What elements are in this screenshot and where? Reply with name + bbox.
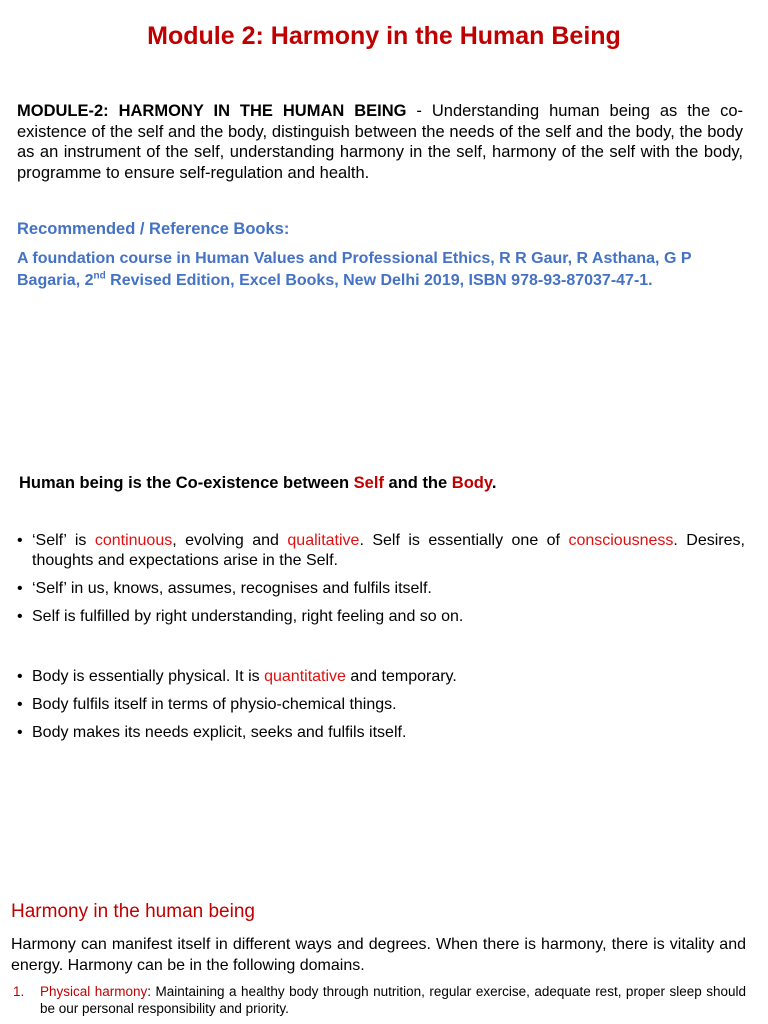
list-item (17, 695, 745, 715)
page-title: Module 2: Harmony in the Human Being (147, 22, 621, 50)
list-item (17, 579, 745, 599)
self-point-1-text-b: , evolving and (172, 532, 288, 549)
bullet-icon: • (17, 608, 23, 625)
body-points-list (17, 667, 745, 751)
keyword-continuous: continuous (94, 532, 173, 549)
coexistence-text-1: Human being is the Co-existence between (19, 474, 354, 492)
reference-text-part-1: A foundation course in Human Values and Professional Ethics, R R Gaur, R Asthana, G P Bagaria, 2 (17, 250, 692, 289)
coexistence-end: . (491, 474, 497, 492)
references-heading: Recommended / Reference Books: (17, 220, 290, 238)
list-item (17, 531, 745, 571)
body-point-1-text-a: Body is essentially physical. It is (32, 668, 265, 685)
module-description-text: - Understanding human being as the co-existence of the self and the body, distinguish between the needs of the self and the body, the body as an instrument of the self, understanding harmony in the self, harmony of the self with the body, programme to ensure self-regulation and health. (17, 102, 743, 182)
self-point-2-text: ‘Self’ in us, knows, assumes, recognises and fulfils itself. (32, 580, 432, 597)
self-point-3-text: Self is fulfilled by right understanding, right feeling and so on. (32, 608, 464, 625)
self-point-1-text-d: . Desires, thoughts and expectations arise in the Self. (32, 532, 745, 569)
bullet-icon: • (17, 696, 23, 713)
module-lead: MODULE-2: HARMONY IN THE HUMAN BEING (17, 102, 407, 120)
bullet-icon: • (17, 724, 23, 741)
bullet-icon: • (17, 668, 23, 685)
self-points-list (17, 531, 745, 635)
coexistence-self: Self (353, 474, 384, 492)
list-item (11, 983, 746, 1017)
harmony-domains-list (11, 983, 746, 1017)
keyword-quantitative: quantitative (264, 668, 346, 685)
self-point-1-text-a: ‘Self’ is (32, 532, 95, 549)
reference-text-part-2: Revised Edition, Excel Books, New Delhi 2019, ISBN 978-93-87037-47-1. (105, 272, 653, 289)
list-item (17, 723, 745, 743)
harmony-heading: Harmony in the human being (11, 901, 255, 922)
bullet-icon: • (17, 580, 23, 597)
body-point-1-text-b: and temporary. (345, 668, 457, 685)
reference-superscript: nd (93, 270, 106, 282)
body-point-3-text: Body makes its needs explicit, seeks and fulfils itself. (32, 724, 407, 741)
domain-number: 1. (13, 984, 25, 999)
keyword-consciousness: consciousness (568, 532, 674, 549)
bullet-icon: • (17, 532, 23, 549)
list-item (17, 667, 745, 687)
coexistence-body: Body (451, 474, 492, 492)
coexistence-text-2: and the (383, 474, 452, 492)
body-point-2-text: Body fulfils itself in terms of physio-chemical things. (32, 696, 397, 713)
module-description (17, 101, 743, 183)
domain-label: Physical harmony (40, 984, 148, 999)
list-item (17, 607, 745, 627)
reference-book (17, 248, 743, 292)
harmony-paragraph: Harmony can manifest itself in different ways and degrees. When there is harmony, there is vitality and energy. Harmony can be in the following domains. (11, 936, 746, 974)
keyword-qualitative: qualitative (287, 532, 360, 549)
self-point-1-text-c: . Self is essentially one of (359, 532, 569, 549)
coexistence-statement (19, 474, 496, 493)
domain-text: : Maintaining a healthy body through nutrition, regular exercise, adequate rest, proper sleep should be our personal responsibility and priority. (40, 984, 746, 1016)
